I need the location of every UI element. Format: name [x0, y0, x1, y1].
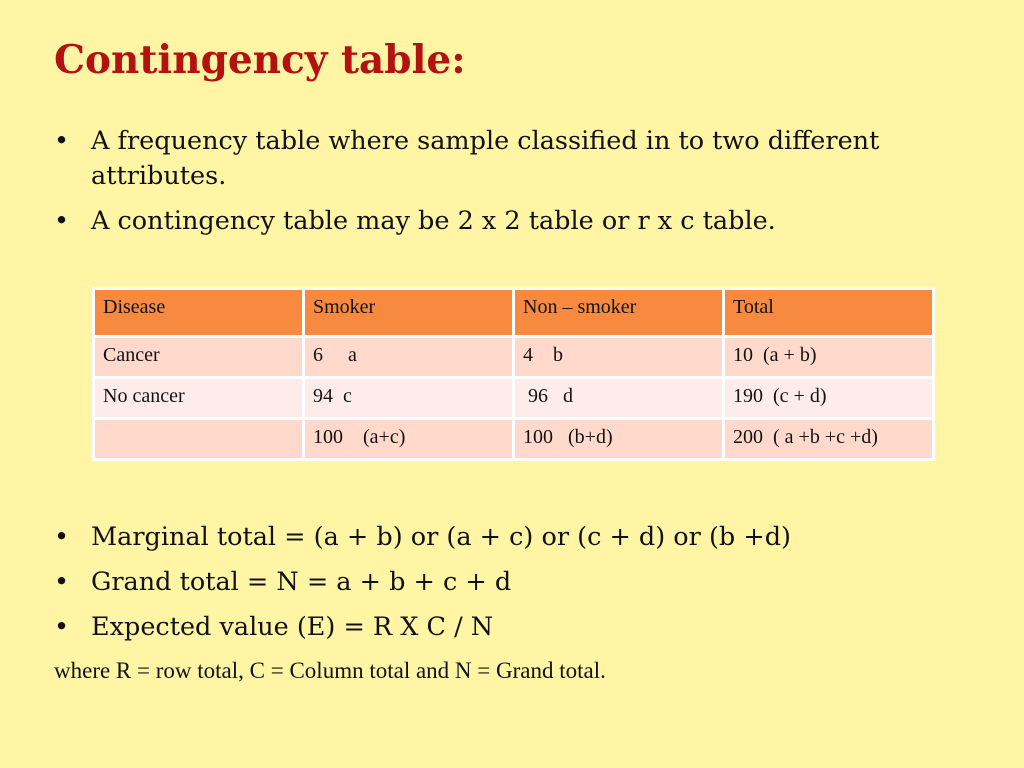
bullet-item: • Marginal total = (a + b) or (a + c) or (c + d) or (b +d) [54, 520, 954, 555]
table-cell: Cancer [94, 337, 304, 378]
table-cell: 100 (b+d) [514, 419, 724, 460]
table-cell: 100 (a+c) [304, 419, 514, 460]
table-row [94, 337, 934, 378]
bullet-item: • Grand total = N = a + b + c + d [54, 565, 954, 600]
slide-title: Contingency table: [54, 37, 466, 83]
table-cell: No cancer [94, 378, 304, 419]
table-row [94, 419, 934, 460]
header-cell-disease: Disease [94, 289, 304, 337]
bullet-item: • A contingency table may be 2 x 2 table or r x c table. [54, 204, 914, 239]
table-header-row [94, 289, 934, 337]
table-cell: 94 c [304, 378, 514, 419]
formula-bullet-list [54, 520, 954, 655]
table-row [94, 378, 934, 419]
header-cell-non-smoker: Non – smoker [514, 289, 724, 337]
header-cell-total: Total [724, 289, 934, 337]
table-cell: 6 a [304, 337, 514, 378]
contingency-table [92, 287, 935, 461]
definitions-note: where R = row total, C = Column total and N = Grand total. [54, 658, 606, 683]
table-cell: 190 (c + d) [724, 378, 934, 419]
table-cell: 96 d [514, 378, 724, 419]
table-cell: 4 b [514, 337, 724, 378]
bullet-item: • A frequency table where sample classified in to two different attributes. [54, 124, 914, 194]
header-cell-smoker: Smoker [304, 289, 514, 337]
bullet-item: • Expected value (E) = R X C / N [54, 610, 954, 645]
table-cell: 10 (a + b) [724, 337, 934, 378]
table-cell [94, 419, 304, 460]
intro-bullet-list [54, 124, 914, 249]
table-cell: 200 ( a +b +c +d) [724, 419, 934, 460]
